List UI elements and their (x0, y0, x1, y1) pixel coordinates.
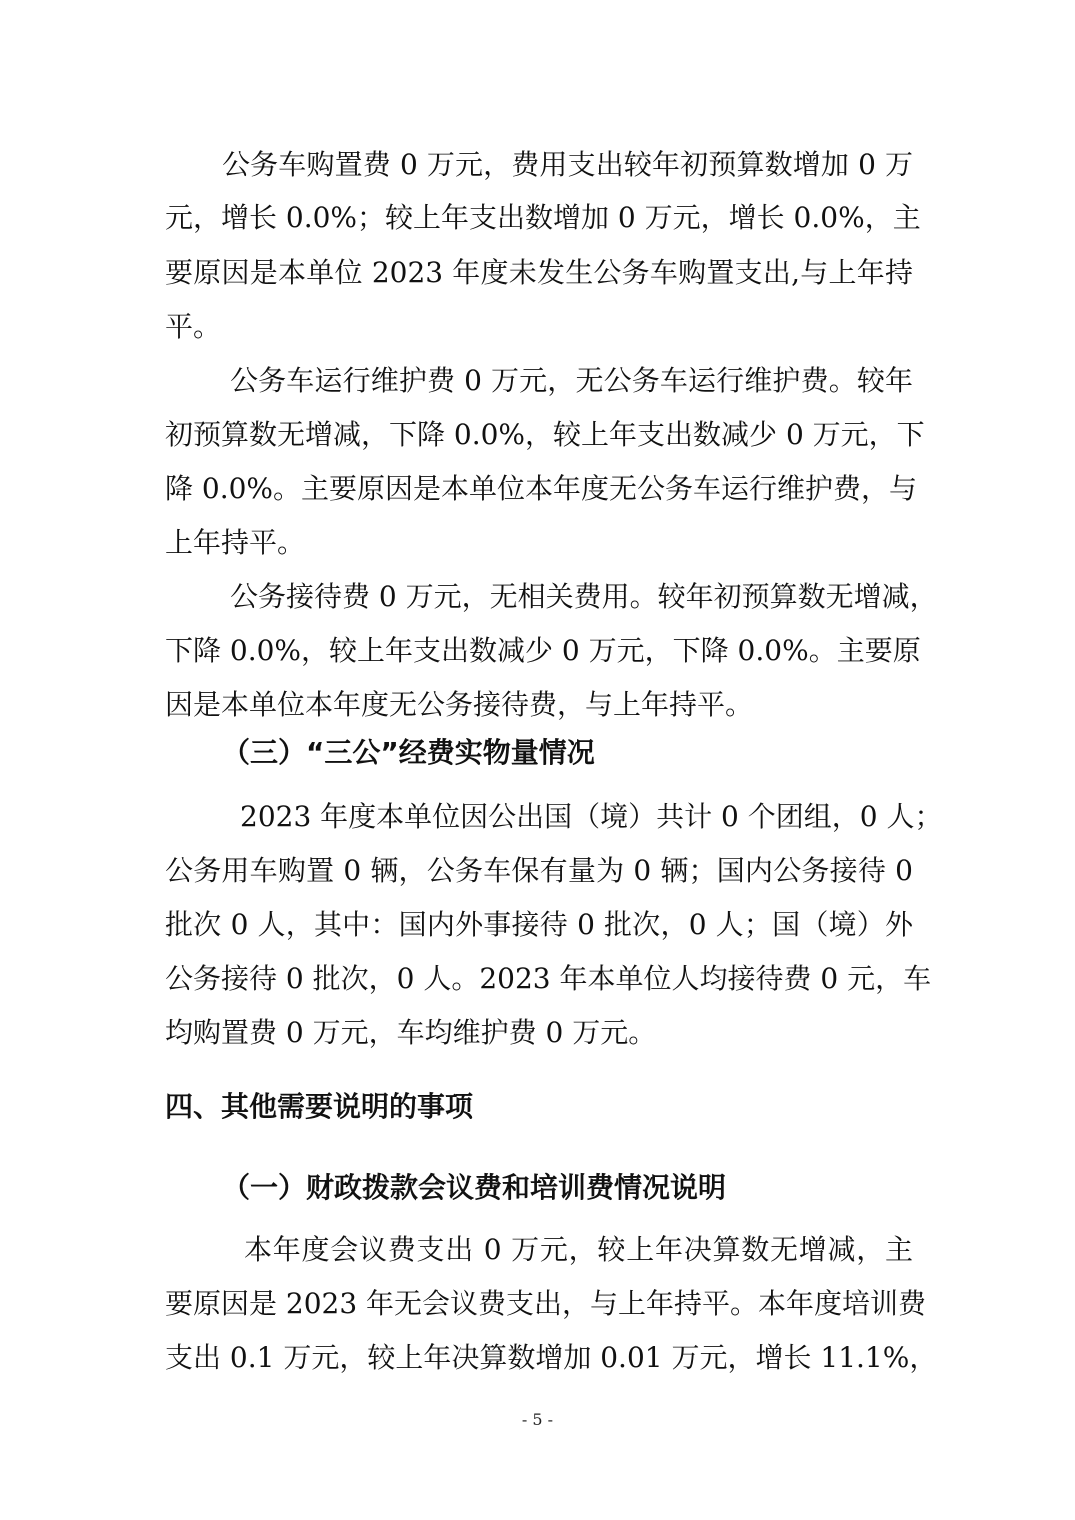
paragraph-line: 支出 0.1 万元，较上年决算数增加 0.01 万元，增长 11.1%， (165, 1341, 938, 1374)
paragraph-line: 要原因是本单位 2023 年度未发生公务车购置支出,与上年持 (165, 256, 913, 289)
paragraph-line: 批次 0 人，其中：国内外事接待 0 批次，0 人；国（境）外 (165, 908, 913, 941)
paragraph-line: 降 0.0%。主要原因是本单位本年度无公务车运行维护费，与 (165, 472, 918, 505)
subsection-heading-meeting-training: （一）财政拨款会议费和培训费情况说明 (222, 1171, 727, 1204)
paragraph-line: 下降 0.0%，较上年支出数减少 0 万元，下降 0.0%。主要原 (165, 634, 921, 667)
paragraph-line: 元，增长 0.0%；较上年支出数增加 0 万元，增长 0.0%，主 (165, 201, 921, 234)
paragraph-line: 因是本单位本年度无公务接待费，与上年持平。 (165, 688, 754, 721)
paragraph-line: 公务接待费 0 万元，无相关费用。较年初预算数无增减， (230, 580, 938, 613)
paragraph-line: 公务接待 0 批次，0 人。2023 年本单位人均接待费 0 元，车 (165, 962, 932, 995)
paragraph-line: 公务车运行维护费 0 万元，无公务车运行维护费。较年 (230, 364, 913, 397)
page-number: - 5 - (521, 1410, 554, 1429)
section-heading-four: 四、其他需要说明的事项 (165, 1090, 474, 1123)
paragraph-line: 公务用车购置 0 辆，公务车保有量为 0 辆；国内公务接待 0 (165, 854, 913, 887)
subsection-heading-three-public: （三）“三公”经费实物量情况 (222, 736, 595, 769)
paragraph-line: 上年持平。 (165, 526, 306, 559)
paragraph-line: 平。 (165, 310, 222, 343)
paragraph-line: 公务车购置费 0 万元，费用支出较年初预算数增加 0 万 (222, 148, 913, 181)
paragraph-line: 初预算数无增减，下降 0.0%，较上年支出数减少 0 万元，下 (165, 418, 925, 451)
paragraph-line: 2023 年度本单位因公出国（境）共计 0 个团组，0 人； (240, 800, 943, 833)
paragraph-line: 本年度会议费支出 0 万元，较上年决算数无增减，主 (244, 1233, 913, 1266)
paragraph-line: 要原因是 2023 年无会议费支出，与上年持平。本年度培训费 (165, 1287, 927, 1320)
paragraph-line: 均购置费 0 万元，车均维护费 0 万元。 (165, 1016, 657, 1049)
